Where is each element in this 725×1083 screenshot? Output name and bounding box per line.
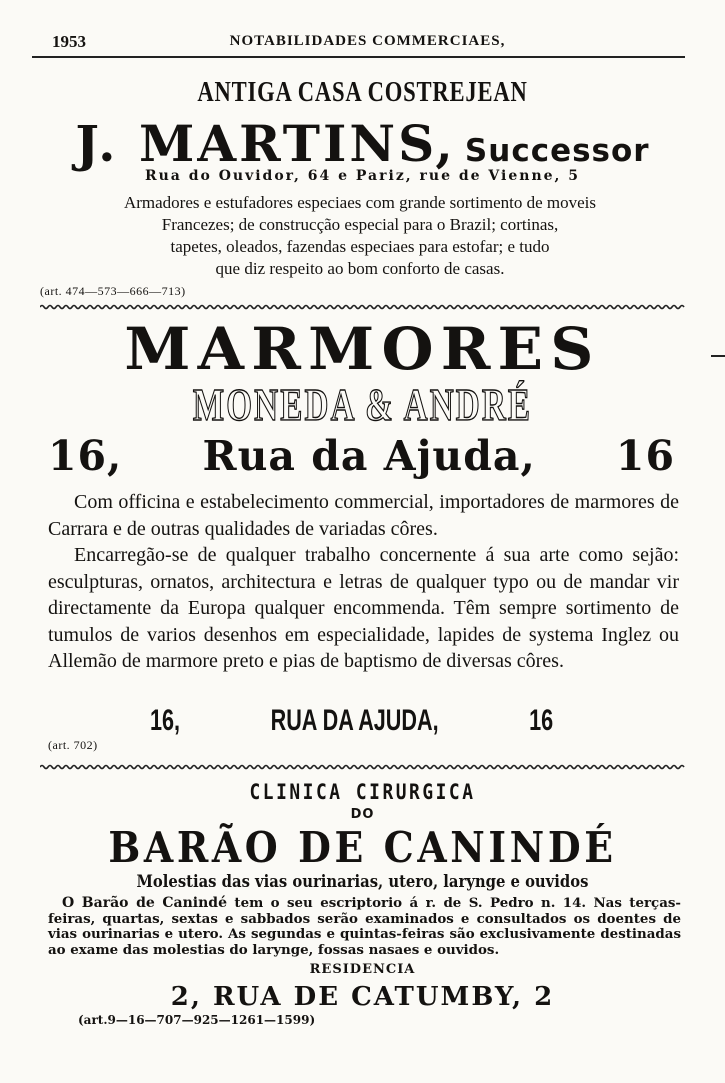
- ad2-address-street: Rua da Ajuda,: [202, 432, 536, 480]
- ad3-specialties: Molestias das vias ourinarias, utero, larynge e ouvidos: [136, 872, 589, 892]
- ad2-title: MARMORES: [124, 315, 601, 383]
- ad2-address-number: 16: [615, 432, 675, 480]
- ad3-body-text: tem o seu escriptorio á r. de S. Pedro n. 14. Nas terças-feiras, quartas, sextas e sabbados serão examinados e consultados os doentes de vias ourinarias e utero. As segundas e quintas-feiras são exclusivamente destinadas ao exame das molestias do larynge, fossas nasaes e ouvidos.: [48, 895, 681, 958]
- ad2-paragraph: Encarregão-se de qualquer trabalho concernente á sua arte como sejão: esculpturas, ornatos, architectura e letras de qualquer typo ou de mandar vir directamente da Europa qualquer encommenda. Têm sempre sortimento de tumulos de varios desenhos em especialidade, lapides de systema Inglez ou Allemão de marmore preto e pias de baptismo de diversas côres.: [48, 544, 679, 672]
- ad3-residence-label: RESIDENCIA: [309, 962, 416, 977]
- ad1-reference: (art. 474—573—666—713): [40, 284, 186, 298]
- ad1-body-line: que diz respeito ao bom conforto de casas.: [215, 259, 505, 278]
- ad2-reference: (art. 702): [48, 738, 98, 752]
- ad3-paragraph: [48, 896, 681, 958]
- ad2-address-repeat: [150, 704, 553, 738]
- ad1-address: Rua do Ouvidor, 64 e Pariz, rue de Vienne, 5: [144, 168, 581, 184]
- ad3-reference: (art.9—16—707—925—1261—1599): [78, 1013, 316, 1027]
- ad3-body: [48, 896, 681, 958]
- ad2-address-number: 16,: [150, 704, 181, 737]
- ad1-proprietor: J. MARTINS,: [75, 114, 456, 173]
- ad2-address-number: 16,: [48, 432, 123, 480]
- ad3-body-name: O Barão de Canindé: [62, 895, 227, 911]
- ad1-successor-label: Successor: [464, 133, 650, 169]
- ad1-body-line: Francezes; de construcção especial para o Brazil; cortinas,: [161, 215, 559, 234]
- ad1-body: [40, 192, 680, 280]
- ad3-name: BARÃO DE CANINDÉ: [108, 823, 617, 872]
- ad3-heading: CLINICA CIRURGICA: [249, 780, 476, 804]
- header-rule: [32, 56, 685, 58]
- ad2-firm-name: MONEDA & ANDRÉ: [192, 379, 533, 430]
- ad3-connector: DO: [350, 807, 375, 822]
- ad1-body-line: Armadores e estufadores especiaes com grande sortimento de moveis: [123, 193, 597, 212]
- wavy-divider: [40, 304, 685, 310]
- ad1-proprietor-line: [0, 114, 725, 173]
- ad1-firm-name: ANTIGA CASA COSTREJEAN: [197, 76, 528, 108]
- wavy-divider: [40, 764, 685, 770]
- ad2-body: [48, 489, 679, 675]
- ad2-address-number: 16: [529, 704, 554, 737]
- ad2-address: [48, 432, 675, 480]
- margin-mark: [711, 355, 725, 357]
- ad2-address-street: RUA DA AJUDA,: [270, 704, 439, 737]
- page-number: 1953: [52, 32, 86, 51]
- ad2-paragraph: Com officina e estabelecimento commercial, importadores de marmores de Carrara e de outras qualidades de variadas côres.: [48, 491, 679, 540]
- ad1-body-line: tapetes, oleados, fazendas especiaes para estofar; e tudo: [170, 237, 550, 256]
- running-title: NOTABILIDADES COMMERCIAES,: [229, 33, 506, 49]
- running-header: [50, 30, 685, 54]
- ad3-residence: 2, RUA DE CATUMBY, 2: [170, 982, 555, 1012]
